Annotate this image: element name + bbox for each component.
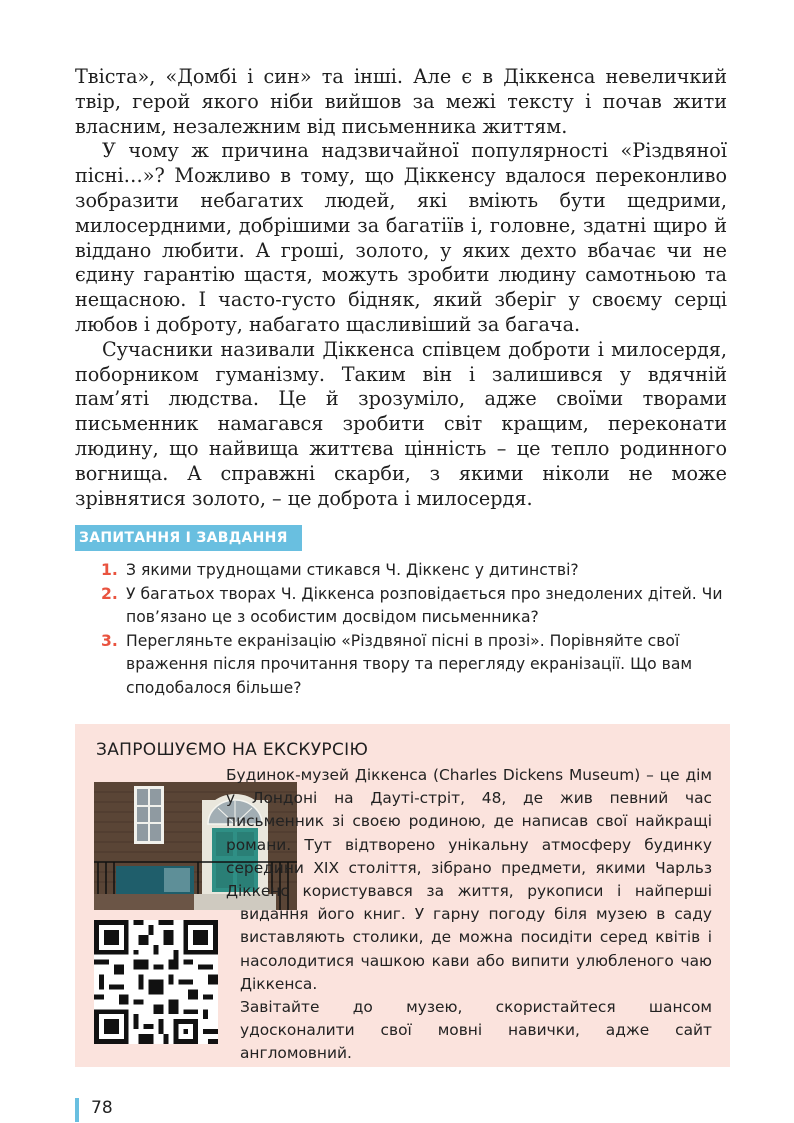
page-number-bar xyxy=(75,1098,79,1122)
paragraph-2: У чому ж причина надзвичайної популярності «Різдвяної пісні…»? Можливо в тому, що Діккенсу вдалося переконливо зобразити небагатих людей, які вміють бути щедрими, милосердними, добрішими за багатіїв і, головне, здатні щиро й віддано любити. А гроші, золото, у яких дехто вбачає чи не єдину гарантію щастя, можуть зробити людину самотньою та нещасною. І часто-густо бідняк, який зберіг у своєму серці любов і доброту, набагато щасливіший за багача. xyxy=(75,139,727,336)
question-item xyxy=(101,559,731,583)
page-number: 78 xyxy=(91,1098,113,1118)
question-text: Перегляньте екранізацію «Різдвяної пісні в прозі». Порівняйте свої враження після прочитання твору та перегляду екранізації. Що вам сподобалося більше? xyxy=(126,631,693,697)
question-number: 2. xyxy=(101,584,118,603)
question-number: 3. xyxy=(101,631,118,650)
question-text: З якими труднощами стикався Ч. Діккенс у дитинстві? xyxy=(126,561,579,579)
question-item xyxy=(101,583,731,630)
excursion-title: ЗАПРОШУЄМО НА ЕКСКУРСІЮ xyxy=(96,740,369,760)
paragraph-3: Сучасники називали Діккенса співцем доброти і милосердя, поборником гуманізму. Таким він і залишився у вдячній пам’яті людства. Це й зрозуміло, адже своїми творами письменник намагався зробити світ кращим, переконати людину, що найвища життєва цінність – це тепло родинного вогнища. А справжні скарби, з якими ніколи не може зрівнятися золото, – це доброта і милосердя. xyxy=(75,337,727,510)
main-text xyxy=(75,65,727,511)
excursion-invitation: Завітайте до музею, скористайтеся шансом удосконалити свої мовні навички, адже сайт англомовний. xyxy=(240,998,712,1063)
paragraph-1: Твіста», «Домбі і син» та інші. Але є в Діккенса невеличкий твір, герой якого ніби вийшов за межі тексту і почав жити власним, незалежним від письменника життям. xyxy=(75,65,727,138)
question-text: У багатьох творах Ч. Діккенса розповідається про знедолених дітей. Чи пов’язано це з особистим досвідом письменника? xyxy=(126,584,723,626)
question-number: 1. xyxy=(101,561,118,579)
questions-header: ЗАПИТАННЯ І ЗАВДАННЯ xyxy=(75,525,302,551)
questions-list xyxy=(101,559,731,700)
question-item xyxy=(101,630,731,701)
excursion-description: Будинок-музей Діккенса (Charles Dickens Museum) – це дім у Лондоні на Дауті-стріт, 48, де жив певний час письменник зі своєю родиною, де написав свої найкращі романи. Тут відтворено унікальну атмосферу будинку середини XIX століття, зібрано предмети, якими Чарльз Діккенс користувався за життя, рукописи і найперші видання його книг. У гарну погоду біля музею в саду виставляють столики, де можна посидіти серед квітів і насолодитися чашкою кави або випити улюбленого чаю Діккенса. xyxy=(226,766,712,993)
excursion-text xyxy=(75,764,712,1093)
